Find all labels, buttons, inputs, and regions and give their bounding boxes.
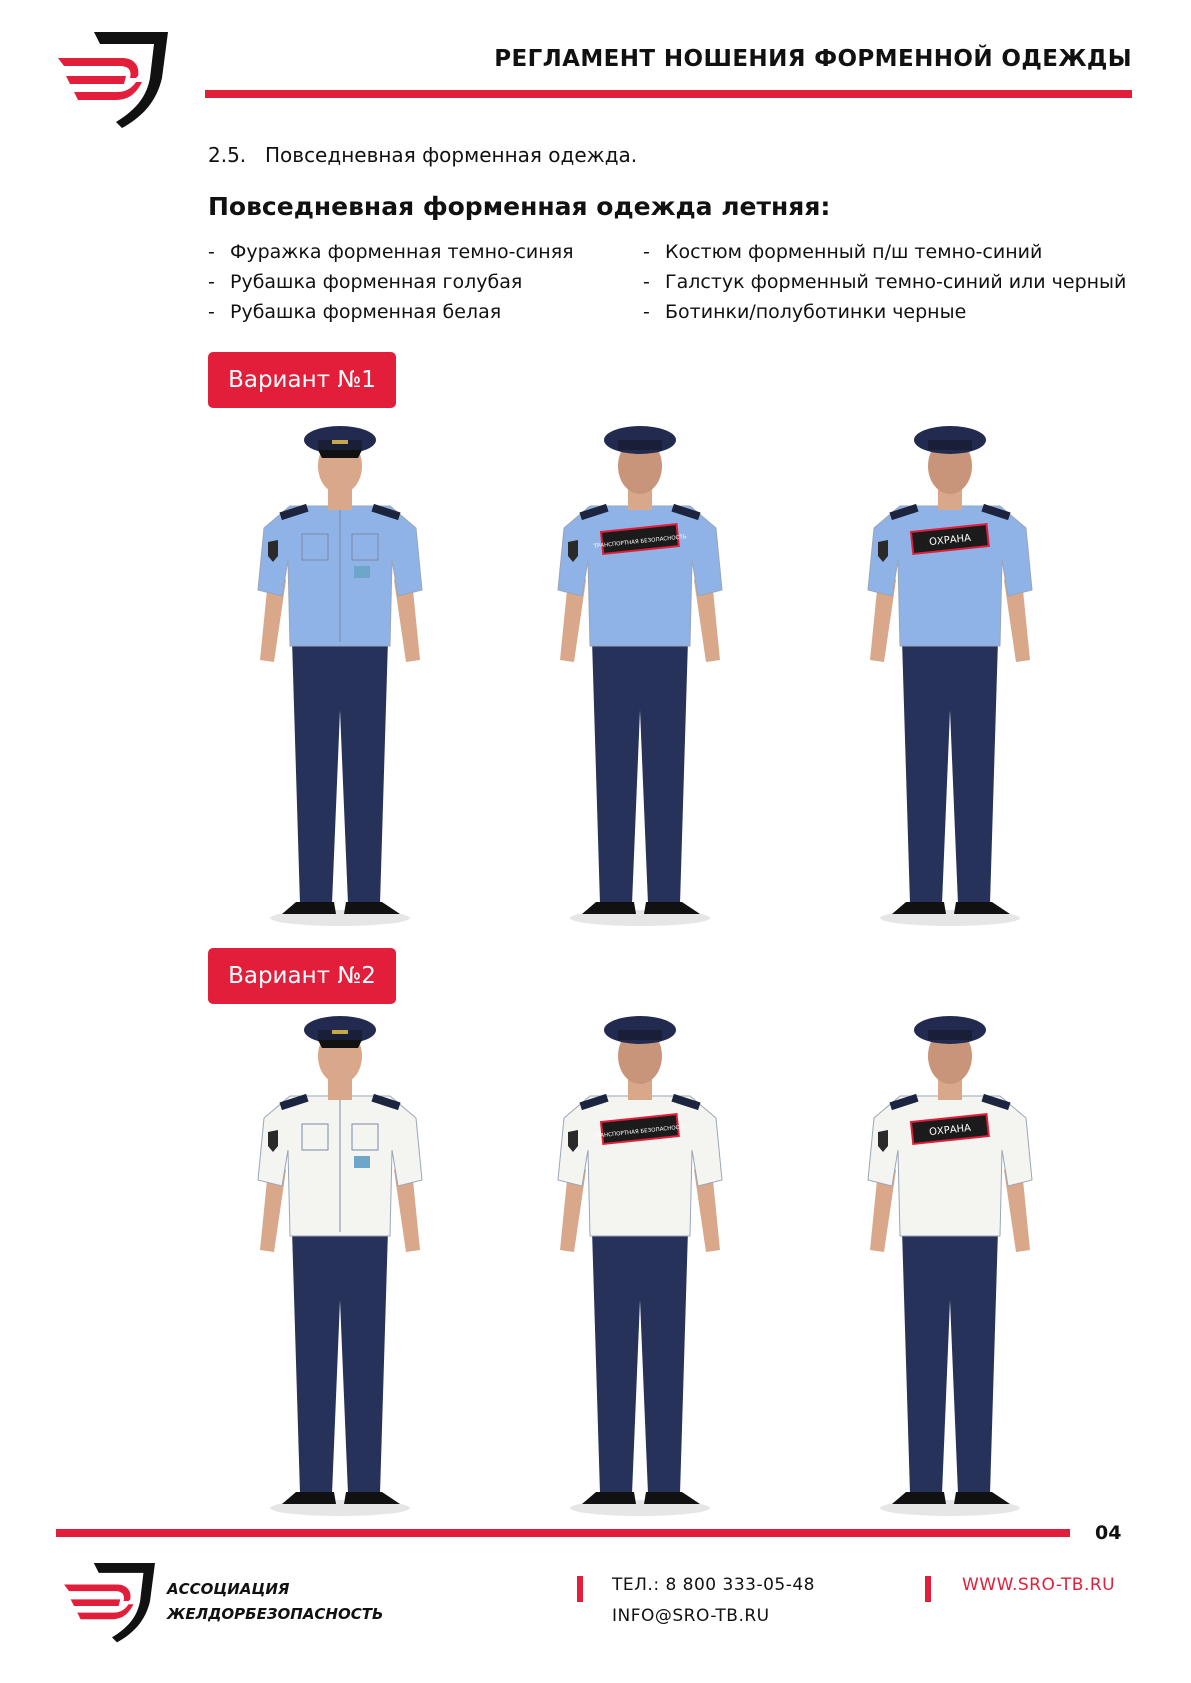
uniform-subtitle: Повседневная форменная одежда летняя: [208,192,831,221]
footer-separator [925,1576,931,1602]
association-logo-icon [56,26,176,130]
header-title: РЕГЛАМЕНТ НОШЕНИЯ ФОРМЕННОЙ ОДЕЖДЫ [494,46,1132,72]
list-item: - Рубашка форменная голубая [208,271,523,293]
uniform-figure-back [530,1000,750,1520]
uniform-figure-front [230,1000,450,1520]
association-logo-icon [62,1558,162,1644]
page-number: 04 [1095,1522,1122,1544]
footer-separator [577,1576,583,1602]
svg-text:ТРАНСПОРТНАЯ БЕЗОПАСНОСТЬ: ТРАНСПОРТНАЯ БЕЗОПАСНОСТЬ [593,534,687,550]
footer-phone: ТЕЛ.: 8 800 333-05-48 [612,1575,815,1595]
items-list-left [208,237,574,327]
list-item: - Костюм форменный п/ш темно-синий [643,241,1043,263]
org-name-line1: АССОЦИАЦИЯ [167,1580,290,1598]
list-item: - Галстук форменный темно-синий или черный [643,271,1127,293]
list-item: - Рубашка форменная белая [208,301,502,323]
svg-text:ОХРАНА: ОХРАНА [928,532,972,549]
uniform-figure-back [530,410,750,930]
footer-website-link[interactable]: WWW.SRO-TB.RU [962,1575,1116,1595]
header-divider [205,90,1132,98]
org-name-line2: ЖЕЛДОРБЕЗОПАСНОСТЬ [167,1605,384,1623]
uniform-figure-back [840,410,1060,930]
list-item: - Фуражка форменная темно-синяя [208,241,574,263]
list-item: - Ботинки/полуботинки черные [643,301,967,323]
variant-2-badge: Вариант №2 [208,948,396,1004]
uniform-figure-back [840,1000,1060,1520]
svg-text:ТРАНСПОРТНАЯ БЕЗОПАСНОСТЬ: ТРАНСПОРТНАЯ БЕЗОПАСНОСТЬ [593,1124,687,1140]
footer-email-link[interactable]: INFO@SRO-TB.RU [612,1606,770,1626]
variant-1-badge: Вариант №1 [208,352,396,408]
section-number: 2.5. [208,143,247,167]
section-title: Повседневная форменная одежда. [265,143,638,167]
uniform-figure-front [230,410,450,930]
items-list-right [643,237,1126,327]
footer-divider [56,1529,1070,1537]
svg-text:ОХРАНА: ОХРАНА [928,1122,972,1139]
